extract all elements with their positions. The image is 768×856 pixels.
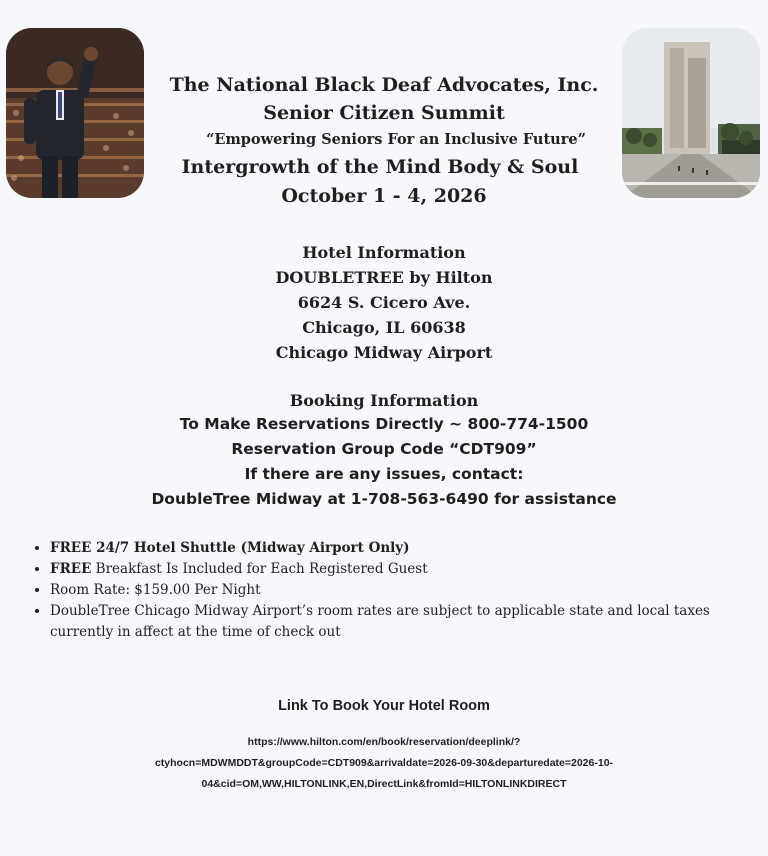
list-item — [50, 601, 750, 643]
feature-text: DoubleTree Chicago Midway Airport’s room rates are subject to applicable state and local taxes currently in affect at the time of check out — [50, 603, 710, 640]
hotel-info — [0, 240, 768, 365]
booking-link-url[interactable] — [104, 732, 664, 795]
hotel-street: 6624 S. Cicero Ave. — [297, 293, 471, 312]
event-dates: October 1 - 4, 2026 — [281, 185, 487, 207]
feature-text: Room Rate: $159.00 Per Night — [50, 582, 261, 598]
url-line[interactable]: 04&cid=OM,WW,HILTONLINK,EN,DirectLink&fromId=HILTONLINKDIRECT — [201, 778, 567, 790]
url-line[interactable]: https://www.hilton.com/en/book/reservation/deeplink/? — [247, 736, 521, 748]
hotel-heading: Hotel Information — [302, 243, 466, 262]
list-item — [50, 580, 750, 601]
hotel-name: DOUBLETREE by Hilton — [275, 268, 493, 287]
reservation-phone: To Make Reservations Directly ~ 800-774-1500 — [179, 415, 589, 433]
feature-text: Breakfast Is Included for Each Registered Guest — [91, 561, 428, 577]
event-title: Senior Citizen Summit — [263, 102, 505, 124]
list-item — [50, 559, 750, 580]
event-theme: Intergrowth of the Mind Body & Soul — [181, 156, 579, 178]
feature-strong: FREE 24/7 Hotel Shuttle (Midway Airport Only) — [50, 540, 410, 556]
issues-text: If there are any issues, contact: — [244, 465, 524, 483]
list-item — [50, 538, 750, 559]
group-code: Reservation Group Code “CDT909” — [231, 440, 537, 458]
event-tagline: “Empowering Seniors For an Inclusive Future” — [206, 131, 586, 148]
booking-info — [0, 390, 768, 512]
booking-heading: Booking Information — [289, 391, 479, 410]
hotel-area: Chicago Midway Airport — [275, 343, 493, 362]
feature-list — [30, 538, 750, 643]
hotel-city: Chicago, IL 60638 — [302, 318, 466, 337]
booking-link-title: Link To Book Your Hotel Room — [278, 698, 490, 714]
org-title: The National Black Deaf Advocates, Inc. — [169, 74, 599, 96]
url-line[interactable]: ctyhocn=MDWMDDT&groupCode=CDT909&arrivaldate=2026-09-30&departuredate=2026-10- — [154, 757, 614, 769]
feature-strong: FREE — [50, 561, 92, 577]
contact-text: DoubleTree Midway at 1-708-563-6490 for assistance — [151, 490, 617, 508]
